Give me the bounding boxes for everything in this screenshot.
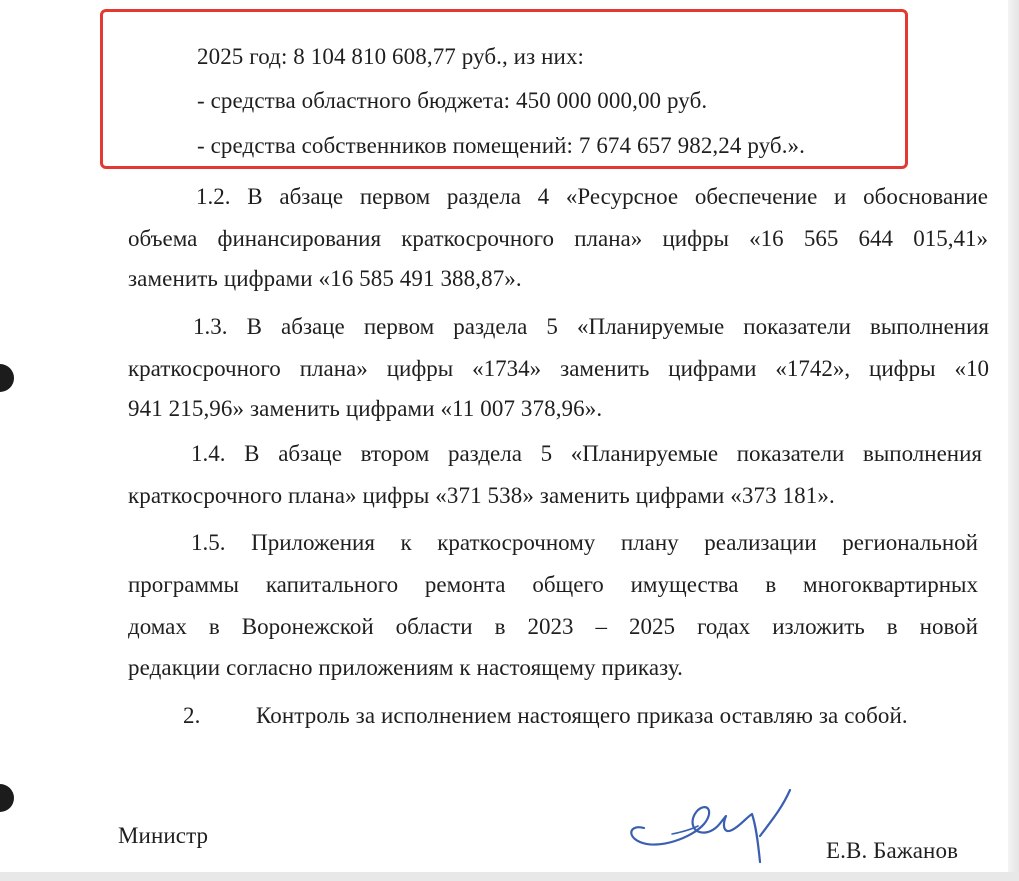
handwritten-signature bbox=[622, 780, 792, 870]
paragraph-1-5-line-4: редакции согласно приложениям к настоящему приказу. bbox=[128, 655, 683, 680]
page-edge bbox=[1008, 0, 1019, 872]
punch-hole bbox=[0, 364, 14, 392]
paragraph-1-2-line-3: заменить цифрами «16 585 491 388,87». bbox=[128, 266, 522, 291]
highlight-line-regional-budget: - средства областного бюджета: 450 000 000,00 руб. bbox=[197, 88, 708, 113]
signatory-title: Министр bbox=[118, 823, 209, 848]
paragraph-1-4-line-1: 1.4. В абзаце втором раздела 5 «Планируемые показатели выполнения bbox=[191, 441, 982, 466]
paragraph-1-4-line-2: краткосрочного плана» цифры «371 538» заменить цифрами «373 181». bbox=[128, 483, 835, 508]
paragraph-2-number: 2. bbox=[183, 703, 201, 728]
paragraph-1-3-line-3: 941 215,96» заменить цифрами «11 007 378,96». bbox=[128, 396, 603, 421]
signatory-name: Е.В. Бажанов bbox=[826, 838, 959, 863]
highlight-line-owners-funds: - средства собственников помещений: 7 674 657 982,24 руб.». bbox=[197, 133, 806, 158]
paragraph-1-5-line-1: 1.5. Приложения к краткосрочному плану реализации региональной bbox=[191, 530, 978, 555]
paragraph-1-3-line-2: краткосрочного плана» цифры «1734» заменить цифрами «1742», цифры «10 bbox=[128, 356, 989, 381]
paragraph-1-5-line-2: программы капитального ремонта общего имущества в многоквартирных bbox=[128, 572, 978, 597]
highlight-line-total: 2025 год: 8 104 810 608,77 руб., из них: bbox=[197, 44, 585, 69]
paragraph-1-3-line-1: 1.3. В абзаце первом раздела 5 «Планируемые показатели выполнения bbox=[193, 314, 989, 339]
paragraph-1-5-line-3: домах в Воронежской области в 2023 – 2025 годах изложить в новой bbox=[128, 614, 978, 639]
punch-hole bbox=[0, 784, 14, 812]
paragraph-2-text: Контроль за исполнением настоящего приказа оставляю за собой. bbox=[256, 703, 908, 728]
paragraph-1-2-line-2: объема финансирования краткосрочного плана» цифры «16 565 644 015,41» bbox=[128, 226, 988, 251]
paragraph-1-2-line-1: 1.2. В абзаце первом раздела 4 «Ресурсное обеспечение и обоснование bbox=[196, 184, 988, 209]
scan-margin bbox=[0, 872, 1019, 881]
